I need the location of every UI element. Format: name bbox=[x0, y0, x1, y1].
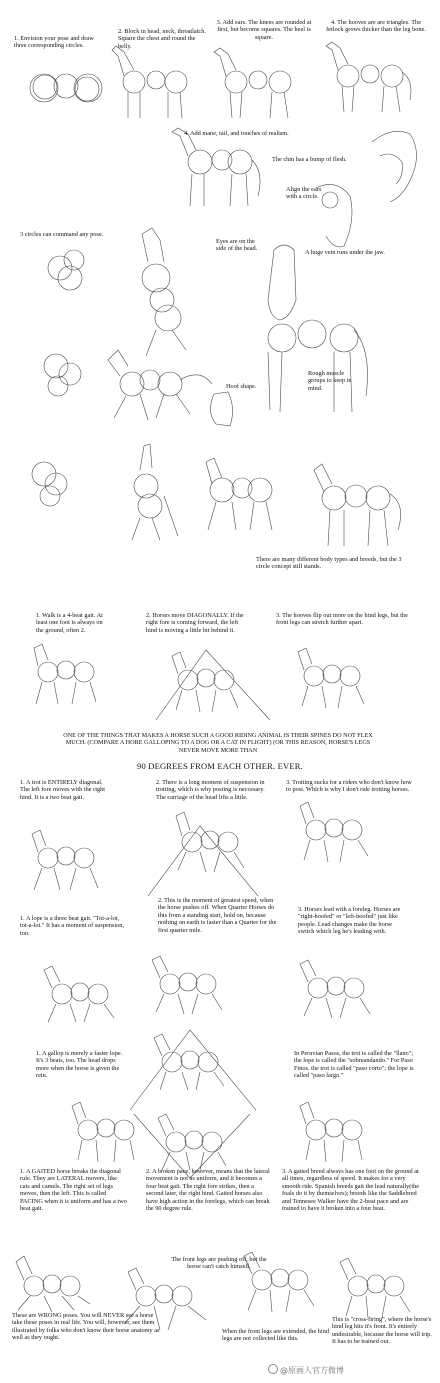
horse-sketch-mane bbox=[172, 128, 260, 206]
caption-vein: A huge vein runs under the jaw. bbox=[305, 249, 385, 256]
lope-row-sketches bbox=[44, 956, 370, 1022]
caption-body-types: There are many different body types and breeds, but the 3 circle concept still stands. bbox=[256, 556, 402, 571]
caption-flip: 3. The hooves flip out more on the hind legs, but the front legs can stretch further apart. bbox=[276, 612, 408, 627]
caption-step4-mane: 4. Add mane, tail, and touches of realism. bbox=[184, 130, 289, 137]
caption-chin: The chin has a bump of flesh. bbox=[272, 156, 347, 163]
standing-horses-sketch bbox=[132, 444, 401, 546]
spine-note: ONE OF THE THINGS THAT MAKES A HORSE SUCH A GOOD RIDING ANIMAL IS THEIR SPINES DO NOT FLEX MUCH. (COMPARE A HORE GALLOPING TO A DOG OR A CAT IN FLIGHT) (OR THIS REASON, HORSE'S LEGS NEVER MOVE MORE THAN bbox=[63, 732, 373, 754]
caption-broken-pace: 2. A broken pace, however, means that the lateral movement is not as uniform, and it becomes a four beat gait. The right fore strikes, then a second later, the right hind. Gaited horses also have high action in the forelegs, which can break the 90 degree rule. bbox=[146, 1168, 270, 1213]
ninety-degrees-note: 90 DEGREES FROM EACH OTHER. EVER. bbox=[137, 761, 303, 771]
caption-front-push: The front legs are pushing off, but the horse can't catch himself. bbox=[171, 1256, 267, 1271]
horse-sketch-step4 bbox=[326, 42, 411, 112]
caption-hoof: Hoof shape. bbox=[226, 383, 257, 390]
caption-trotting-sucks: 3. Trotting sucks for a riders who don't know how to post. Which is why I don't ride trotting horses. bbox=[286, 779, 412, 794]
caption-diagonal: 2. Horses move DIAGONALLY. If the right fore is coming forward, the left hind is moving a little bit behind it. bbox=[146, 612, 244, 634]
caption-lope: 1. A lope is a three beat gait. "Tot-a-lot, tot-a-lot." It has a moment of suspension, too. bbox=[20, 915, 125, 937]
caption-wrong: These are WRONG poses. You will NEVER see a horse take these poses in real life. You will, however, see them illustrated by folks who don't know their horse anatomy as well as they ought. bbox=[12, 1312, 160, 1342]
caption-walk: 1. Walk is a 4-beat gait. At least one foot is always on the ground, often 2. bbox=[36, 612, 103, 634]
watermark bbox=[268, 1364, 344, 1376]
circle-poses-sketch bbox=[32, 250, 84, 506]
caption-align-ears: Align the ears with a circle. bbox=[286, 186, 322, 201]
caption-extended: When the front legs are extended, the hind legs are not collected like this. bbox=[222, 1328, 330, 1343]
caption-three-circles: 3 circles can command any pose. bbox=[20, 231, 104, 238]
weibo-logo-icon bbox=[268, 1364, 278, 1374]
caption-muscle: Rough muscle groups to keep in mind. bbox=[308, 370, 352, 392]
horse-sketch-step3 bbox=[214, 48, 291, 118]
watermark-text: @原画人官方微博 bbox=[280, 1366, 344, 1375]
caption-gaited: 1. A GAITED horse breaks the diagonal rule. They are LATERAL movers, like cats and camels. The right set of legs moves, then the left. This is called PACING when it is uniform and has a two beat gait. bbox=[20, 1168, 127, 1213]
caption-step3: 3. Add ears. The knees are rounded at first, but become squares. The heel is square. bbox=[216, 19, 312, 41]
caption-step2: 2. Block in head, neck, throatlatch. Square the chest and round the belly. bbox=[118, 28, 206, 50]
caption-gallop: 1. A gallop is merely a faster lope. It's 3 beats, too. The head drops more when the horse is given the rein. bbox=[36, 1050, 123, 1080]
caption-cross-firing: This is "cross-firing", where the horse's hind leg hits it's front. It's entirely undesirable, because the horse will trip. It has to be trained out. bbox=[332, 1316, 432, 1346]
walk-row-sketches bbox=[34, 644, 364, 720]
galloping-horse-sketch bbox=[108, 350, 212, 420]
caption-trot: 1. A trot is ENTIRELY diagonal. The left fore moves with the right hind. It is a two beat gait. bbox=[20, 779, 105, 801]
caption-step4: 4. The hooves are are triangles. The fetlock grows thicker than the leg bone. bbox=[326, 19, 426, 34]
hoof-shape-sketch bbox=[210, 392, 232, 426]
rearing-horse-sketch bbox=[142, 228, 186, 356]
caption-eyes: Eyes are on the side of the head. bbox=[216, 238, 258, 253]
caption-foreleg: 3. Horses lead with a foreleg. Horses are "right-hoofed" or "left-hoofed" just like people. Lead changes make the horse switch which leg he's leading with. bbox=[298, 906, 401, 936]
caption-gaited-breed: 3. A gaited breed always has one foot on the ground at all times, regardless of speed. It makes for a very smooth ride. Spanish breeds gait the lead naturally(the foals do it by themselves); breeds like the Saddlebred and Tennesee Walker have the 2-beat pace and are trained to have it broken into a four beat. bbox=[282, 1168, 420, 1213]
caption-suspension: 2. There is a long moment of suspension in trotting, which is why posting is neccesary. The carriage of the head lifts a little. bbox=[156, 779, 265, 801]
caption-greatest-speed: 2. This is the moment of greatest speed, when the horse pushes off. When Quarter Horses do this from a standing start, hold on, because nothing on earth is faster than a Quarter for the first quarter mile. bbox=[158, 897, 277, 934]
trot-row-sketches bbox=[32, 802, 368, 896]
three-circles-sketch bbox=[30, 74, 102, 102]
horse-sketch-step2 bbox=[112, 46, 187, 118]
caption-paso: In Peruvian Pasos, the trot is called the "llano"; the lope is called the "sobreandando." For Paso Finos. the trot is called "paso corto"; the lope is called "paso largo." bbox=[294, 1050, 414, 1080]
caption-step1: 1. Envision your pose and draw three corresponding circles. bbox=[14, 35, 94, 50]
horse-head-studies bbox=[316, 131, 417, 247]
